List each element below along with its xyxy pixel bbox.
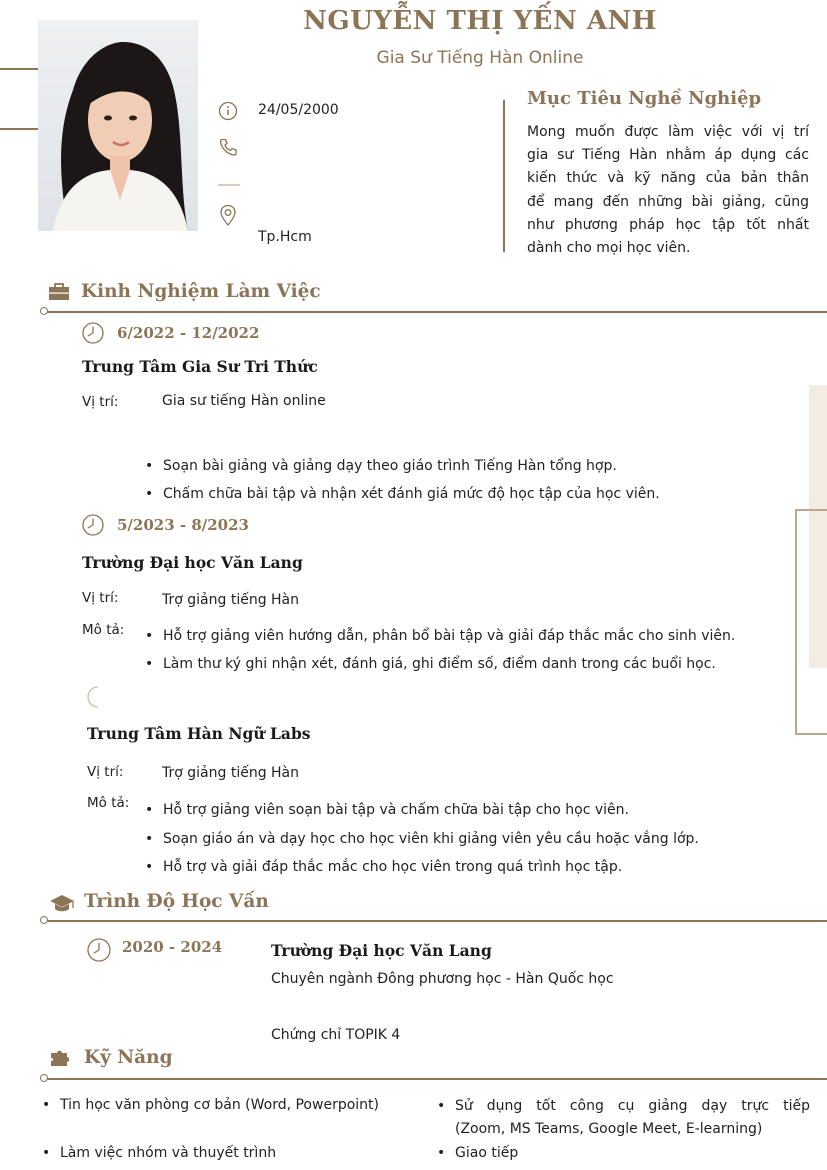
position-value: Trợ giảng tiếng Hàn	[162, 592, 300, 608]
position-label: Vị trí:	[82, 394, 119, 410]
header-left-line-2	[0, 128, 38, 130]
location-icon	[219, 204, 237, 230]
list-item: • Hỗ trợ và giải đáp thắc mắc cho học viên trong quá trình học tập.	[145, 853, 699, 882]
briefcase-icon	[48, 283, 70, 305]
position-value: Trợ giảng tiếng Hàn	[162, 765, 300, 781]
job-org: Trường Đại học Văn Lang	[82, 553, 303, 572]
list-item	[437, 1095, 810, 1141]
education-date: 2020 - 2024	[122, 938, 223, 956]
list-item: • Tin học văn phòng cơ bản (Word, Powerpoint)	[42, 1095, 379, 1115]
education-school: Trường Đại học Văn Lang	[271, 941, 492, 960]
job-bullets	[145, 796, 699, 882]
objective-line: Mong muốn được làm việc với vị trí	[527, 124, 809, 140]
education-rule-dot	[40, 916, 48, 924]
skills-right-list	[437, 1095, 810, 1163]
skill-line: (Zoom, MS Teams, Google Meet, E-learning)	[455, 1121, 763, 1137]
job-org: Trung Tâm Gia Sư Tri Thức	[82, 357, 318, 376]
info-icon	[218, 101, 238, 125]
list-item: • Làm thư ký ghi nhận xét, đánh giá, ghi điểm số, điểm danh trong các buổi học.	[145, 650, 735, 678]
job-date: 5/2023 - 8/2023	[117, 516, 249, 534]
list-item: • Soạn bài giảng và giảng dạy theo giáo trình Tiếng Hàn tổng hợp.	[145, 452, 660, 480]
description-label: Mô tả:	[82, 622, 125, 638]
objective-line: như phương pháp học tập tốt nhất	[527, 216, 809, 233]
job-bullets	[145, 622, 735, 678]
objective-divider	[503, 100, 505, 252]
education-title: Trình Độ Học Vấn	[84, 891, 269, 912]
objective-line: để mang đến những bài giảng, cũng	[527, 193, 809, 210]
objective-title: Mục Tiêu Nghề Nghiệp	[527, 88, 762, 109]
full-name: NGUYỄN THỊ YẾN ANH	[303, 6, 657, 36]
list-item: • Chấm chữa bài tập và nhận xét đánh giá mức độ học tập của học viên.	[145, 480, 660, 508]
header-left-line	[0, 68, 38, 70]
list-item: • Làm việc nhóm và thuyết trình	[42, 1143, 379, 1163]
experience-title: Kinh Nghiệm Làm Việc	[81, 281, 321, 302]
skill-line: • Sử dụng tốt công cụ giảng dạy trực tiếp	[455, 1098, 810, 1114]
objective-line: gia sư Tiếng Hàn nhằm áp dụng các	[527, 147, 809, 164]
objective-line: dành cho mọi học viên.	[527, 240, 691, 257]
education-certificate: Chứng chỉ TOPIK 4	[271, 1027, 401, 1043]
list-item: • Soạn giáo án và dạy học cho học viên khi giảng viên yêu cầu hoặc vắng lớp.	[145, 825, 699, 854]
education-rule	[46, 920, 827, 922]
email-icon	[218, 184, 240, 186]
clock-icon	[82, 514, 104, 540]
position-label: Vị trí:	[87, 764, 124, 780]
experience-rule-dot	[40, 307, 48, 315]
list-item: • Giao tiếp	[437, 1143, 810, 1163]
experience-rule	[46, 311, 827, 313]
objective-text	[527, 121, 809, 260]
job-date: 6/2022 - 12/2022	[117, 324, 260, 342]
list-item: • Hỗ trợ giảng viên hướng dẫn, phân bổ bài tập và giải đáp thắc mắc cho sinh viên.	[145, 622, 735, 650]
job-bullets	[145, 452, 660, 508]
side-bracket	[795, 509, 827, 735]
clock-icon	[87, 938, 111, 966]
skills-rule	[46, 1078, 827, 1080]
job-org: Trung Tâm Hàn Ngữ Labs	[87, 724, 311, 743]
description-label: Mô tả:	[87, 795, 130, 811]
education-major: Chuyên ngành Đông phương học - Hàn Quốc học	[271, 971, 614, 987]
phone-icon	[218, 137, 238, 161]
list-item: • Hỗ trợ giảng viên soạn bài tập và chấm chữa bài tập cho học viên.	[145, 796, 699, 825]
skills-title: Kỹ Năng	[84, 1047, 173, 1068]
clock-icon-faded	[87, 686, 109, 712]
graduation-cap-icon	[49, 893, 75, 917]
skills-left-list	[42, 1095, 379, 1163]
clock-icon	[82, 322, 104, 348]
position-label: Vị trí:	[82, 590, 119, 606]
objective-line: kiến thức và kỹ năng của bản thân	[527, 170, 809, 187]
profile-photo	[38, 20, 198, 231]
birthday: 24/05/2000	[258, 102, 339, 118]
location: Tp.Hcm	[258, 229, 312, 245]
position-value: Gia sư tiếng Hàn online	[162, 393, 326, 409]
skills-rule-dot	[40, 1074, 48, 1082]
job-role: Gia Sư Tiếng Hàn Online	[376, 48, 584, 68]
puzzle-icon	[48, 1049, 74, 1073]
